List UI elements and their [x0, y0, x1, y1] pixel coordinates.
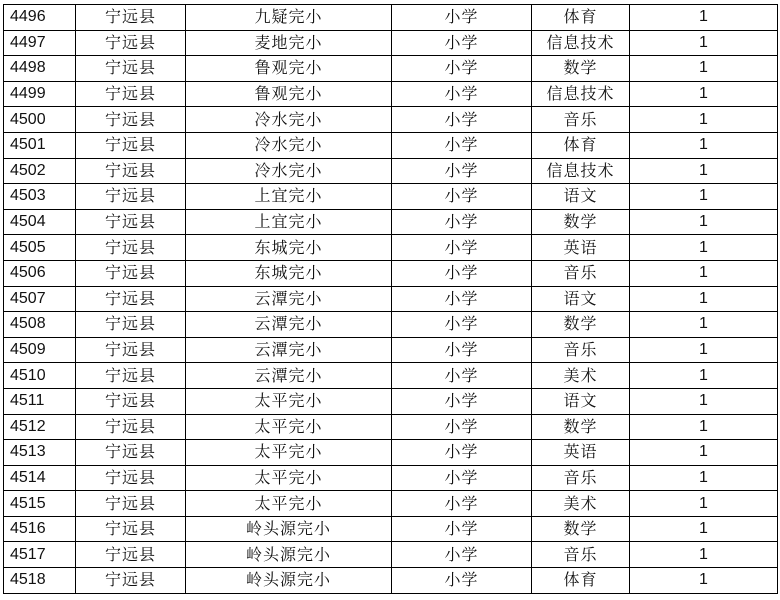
- cell-count: 1: [630, 363, 778, 389]
- cell-subject: 体育: [532, 5, 630, 31]
- cell-id: 4506: [4, 260, 76, 286]
- cell-subject: 数学: [532, 414, 630, 440]
- cell-subject: 音乐: [532, 337, 630, 363]
- cell-id: 4515: [4, 491, 76, 517]
- table-row: [4, 30, 778, 56]
- cell-id: 4509: [4, 337, 76, 363]
- cell-school: 冷水完小: [186, 107, 392, 133]
- cell-level: 小学: [392, 260, 532, 286]
- cell-subject: 数学: [532, 312, 630, 338]
- table-row: [4, 286, 778, 312]
- cell-id: 4518: [4, 568, 76, 594]
- table-row: [4, 184, 778, 210]
- cell-id: 4510: [4, 363, 76, 389]
- cell-subject: 数学: [532, 516, 630, 542]
- cell-subject: 美术: [532, 363, 630, 389]
- cell-level: 小学: [392, 30, 532, 56]
- cell-id: 4504: [4, 209, 76, 235]
- cell-level: 小学: [392, 235, 532, 261]
- cell-level: 小学: [392, 312, 532, 338]
- table-row: [4, 260, 778, 286]
- cell-id: 4503: [4, 184, 76, 210]
- cell-level: 小学: [392, 440, 532, 466]
- cell-count: 1: [630, 132, 778, 158]
- table-row: [4, 235, 778, 261]
- cell-county: 宁远县: [76, 158, 186, 184]
- cell-count: 1: [630, 465, 778, 491]
- cell-level: 小学: [392, 414, 532, 440]
- cell-level: 小学: [392, 491, 532, 517]
- cell-subject: 体育: [532, 132, 630, 158]
- table-row: [4, 414, 778, 440]
- table-row: [4, 5, 778, 31]
- cell-school: 太平完小: [186, 414, 392, 440]
- table-row: [4, 209, 778, 235]
- table-row: [4, 158, 778, 184]
- cell-county: 宁远县: [76, 414, 186, 440]
- table-row: [4, 107, 778, 133]
- table-row: [4, 132, 778, 158]
- cell-county: 宁远县: [76, 440, 186, 466]
- cell-county: 宁远县: [76, 542, 186, 568]
- cell-level: 小学: [392, 107, 532, 133]
- cell-school: 鲁观完小: [186, 81, 392, 107]
- table-row: [4, 363, 778, 389]
- table-row: [4, 81, 778, 107]
- cell-subject: 英语: [532, 235, 630, 261]
- cell-school: 云潭完小: [186, 286, 392, 312]
- cell-count: 1: [630, 491, 778, 517]
- cell-count: 1: [630, 516, 778, 542]
- cell-id: 4512: [4, 414, 76, 440]
- cell-county: 宁远县: [76, 388, 186, 414]
- cell-level: 小学: [392, 465, 532, 491]
- cell-subject: 信息技术: [532, 81, 630, 107]
- cell-subject: 语文: [532, 286, 630, 312]
- cell-level: 小学: [392, 388, 532, 414]
- cell-county: 宁远县: [76, 5, 186, 31]
- cell-school: 云潭完小: [186, 363, 392, 389]
- cell-count: 1: [630, 107, 778, 133]
- table-row: [4, 568, 778, 594]
- cell-id: 4502: [4, 158, 76, 184]
- cell-level: 小学: [392, 286, 532, 312]
- cell-id: 4507: [4, 286, 76, 312]
- cell-school: 太平完小: [186, 440, 392, 466]
- cell-level: 小学: [392, 337, 532, 363]
- cell-id: 4516: [4, 516, 76, 542]
- cell-count: 1: [630, 235, 778, 261]
- cell-subject: 音乐: [532, 260, 630, 286]
- cell-count: 1: [630, 388, 778, 414]
- cell-school: 麦地完小: [186, 30, 392, 56]
- cell-school: 太平完小: [186, 388, 392, 414]
- cell-county: 宁远县: [76, 337, 186, 363]
- cell-school: 冷水完小: [186, 132, 392, 158]
- cell-level: 小学: [392, 184, 532, 210]
- cell-county: 宁远县: [76, 363, 186, 389]
- cell-count: 1: [630, 30, 778, 56]
- recruitment-table: [3, 4, 778, 594]
- cell-school: 鲁观完小: [186, 56, 392, 82]
- cell-level: 小学: [392, 56, 532, 82]
- cell-school: 东城完小: [186, 260, 392, 286]
- cell-count: 1: [630, 158, 778, 184]
- cell-county: 宁远县: [76, 312, 186, 338]
- cell-id: 4498: [4, 56, 76, 82]
- cell-count: 1: [630, 542, 778, 568]
- cell-count: 1: [630, 414, 778, 440]
- cell-school: 岭头源完小: [186, 516, 392, 542]
- cell-count: 1: [630, 440, 778, 466]
- cell-level: 小学: [392, 5, 532, 31]
- cell-count: 1: [630, 209, 778, 235]
- cell-subject: 英语: [532, 440, 630, 466]
- cell-school: 冷水完小: [186, 158, 392, 184]
- table-row: [4, 388, 778, 414]
- table-row: [4, 491, 778, 517]
- cell-id: 4505: [4, 235, 76, 261]
- cell-school: 云潭完小: [186, 312, 392, 338]
- cell-school: 上宜完小: [186, 184, 392, 210]
- cell-subject: 音乐: [532, 465, 630, 491]
- table-row: [4, 516, 778, 542]
- cell-county: 宁远县: [76, 132, 186, 158]
- cell-id: 4497: [4, 30, 76, 56]
- cell-level: 小学: [392, 516, 532, 542]
- cell-id: 4513: [4, 440, 76, 466]
- cell-subject: 数学: [532, 209, 630, 235]
- cell-county: 宁远县: [76, 286, 186, 312]
- cell-id: 4517: [4, 542, 76, 568]
- cell-count: 1: [630, 312, 778, 338]
- cell-school: 太平完小: [186, 491, 392, 517]
- cell-school: 九疑完小: [186, 5, 392, 31]
- cell-id: 4496: [4, 5, 76, 31]
- cell-id: 4511: [4, 388, 76, 414]
- cell-count: 1: [630, 81, 778, 107]
- cell-subject: 数学: [532, 56, 630, 82]
- cell-count: 1: [630, 260, 778, 286]
- cell-count: 1: [630, 568, 778, 594]
- cell-level: 小学: [392, 542, 532, 568]
- cell-county: 宁远县: [76, 235, 186, 261]
- cell-school: 岭头源完小: [186, 542, 392, 568]
- table-row: [4, 465, 778, 491]
- table-body: [4, 5, 778, 594]
- cell-school: 云潭完小: [186, 337, 392, 363]
- cell-id: 4500: [4, 107, 76, 133]
- cell-id: 4499: [4, 81, 76, 107]
- cell-county: 宁远县: [76, 81, 186, 107]
- cell-level: 小学: [392, 81, 532, 107]
- cell-count: 1: [630, 5, 778, 31]
- cell-county: 宁远县: [76, 56, 186, 82]
- cell-level: 小学: [392, 132, 532, 158]
- cell-county: 宁远县: [76, 184, 186, 210]
- cell-school: 上宜完小: [186, 209, 392, 235]
- cell-count: 1: [630, 184, 778, 210]
- cell-level: 小学: [392, 363, 532, 389]
- table-row: [4, 312, 778, 338]
- cell-school: 岭头源完小: [186, 568, 392, 594]
- table-row: [4, 56, 778, 82]
- cell-subject: 信息技术: [532, 158, 630, 184]
- cell-subject: 语文: [532, 184, 630, 210]
- cell-count: 1: [630, 56, 778, 82]
- cell-id: 4514: [4, 465, 76, 491]
- cell-id: 4501: [4, 132, 76, 158]
- cell-county: 宁远县: [76, 465, 186, 491]
- cell-subject: 体育: [532, 568, 630, 594]
- cell-county: 宁远县: [76, 30, 186, 56]
- cell-count: 1: [630, 286, 778, 312]
- cell-count: 1: [630, 337, 778, 363]
- cell-subject: 音乐: [532, 542, 630, 568]
- cell-county: 宁远县: [76, 260, 186, 286]
- cell-county: 宁远县: [76, 568, 186, 594]
- table-row: [4, 542, 778, 568]
- cell-county: 宁远县: [76, 107, 186, 133]
- cell-school: 东城完小: [186, 235, 392, 261]
- cell-id: 4508: [4, 312, 76, 338]
- cell-subject: 音乐: [532, 107, 630, 133]
- cell-subject: 美术: [532, 491, 630, 517]
- table-row: [4, 440, 778, 466]
- cell-subject: 信息技术: [532, 30, 630, 56]
- cell-county: 宁远县: [76, 209, 186, 235]
- table-row: [4, 337, 778, 363]
- cell-school: 太平完小: [186, 465, 392, 491]
- cell-level: 小学: [392, 158, 532, 184]
- cell-subject: 语文: [532, 388, 630, 414]
- cell-county: 宁远县: [76, 491, 186, 517]
- cell-level: 小学: [392, 568, 532, 594]
- cell-county: 宁远县: [76, 516, 186, 542]
- cell-level: 小学: [392, 209, 532, 235]
